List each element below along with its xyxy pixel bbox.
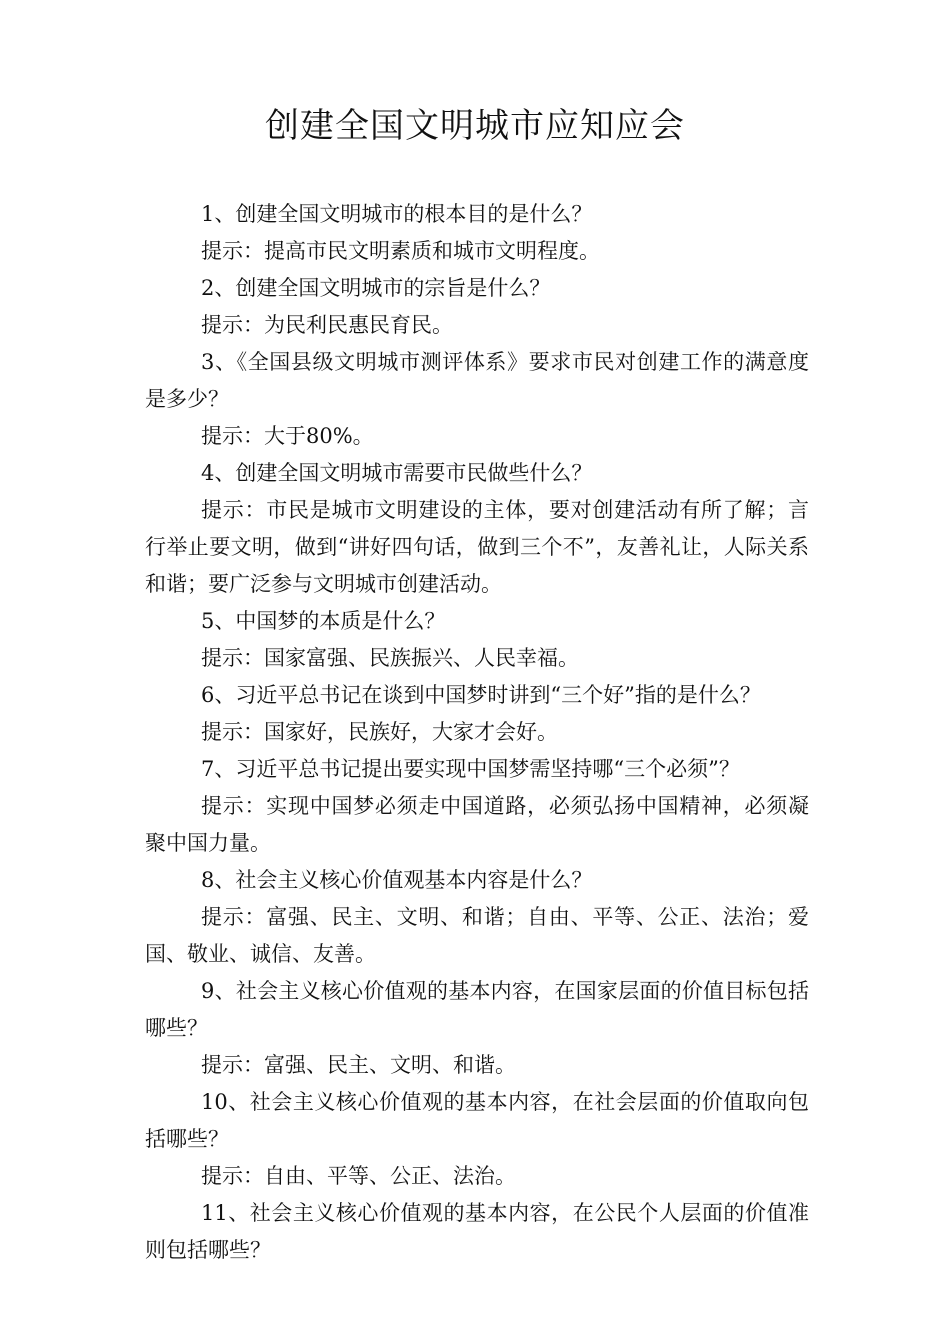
answer-9: 提示：富强、民主、文明、和谐。	[201, 1053, 516, 1077]
page-title: 创建全国文明城市应知应会	[265, 106, 685, 146]
answer-5: 提示：国家富强、民族振兴、人民幸福。	[201, 646, 579, 670]
question-6: 6、习近平总书记在谈到中国梦时讲到“三个好”指的是什么？	[201, 683, 761, 707]
answer-1: 提示：提高市民文明素质和城市文明程度。	[201, 239, 600, 263]
question-2: 2、创建全国文明城市的宗旨是什么？	[201, 276, 551, 300]
answer-8: 提示：富强、民主、文明、和谐；自由、平等、公正、法治；爱国、敬业、诚信、友善。	[145, 905, 809, 966]
question-3: 3、《全国县级文明城市测评体系》要求市民对创建工作的满意度是多少？	[145, 350, 809, 411]
answer-4: 提示：市民是城市文明建设的主体，要对创建活动有所了解；言行举止要文明，做到“讲好四句话，做到三个不”，友善礼让，人际关系和谐；要广泛参与文明城市创建活动。	[145, 498, 809, 596]
answer-10: 提示：自由、平等、公正、法治。	[201, 1164, 516, 1188]
question-9: 9、社会主义核心价值观的基本内容，在国家层面的价值目标包括哪些？	[145, 979, 809, 1040]
question-1: 1、创建全国文明城市的根本目的是什么？	[201, 202, 593, 226]
answer-6: 提示：国家好，民族好，大家才会好。	[201, 720, 558, 744]
question-10: 10、社会主义核心价值观的基本内容，在社会层面的价值取向包括哪些？	[145, 1090, 809, 1151]
question-8: 8、社会主义核心价值观基本内容是什么？	[201, 868, 593, 892]
document-body	[145, 196, 809, 1269]
question-11: 11、社会主义核心价值观的基本内容，在公民个人层面的价值准则包括哪些？	[145, 1201, 809, 1262]
answer-3: 提示：大于80%。	[201, 424, 374, 448]
question-5: 5、中国梦的本质是什么？	[201, 609, 446, 633]
question-4: 4、创建全国文明城市需要市民做些什么？	[201, 461, 593, 485]
answer-7: 提示：实现中国梦必须走中国道路，必须弘扬中国精神，必须凝聚中国力量。	[145, 794, 809, 855]
question-7: 7、习近平总书记提出要实现中国梦需坚持哪“三个必须”？	[201, 757, 740, 781]
answer-2: 提示：为民利民惠民育民。	[201, 313, 453, 337]
